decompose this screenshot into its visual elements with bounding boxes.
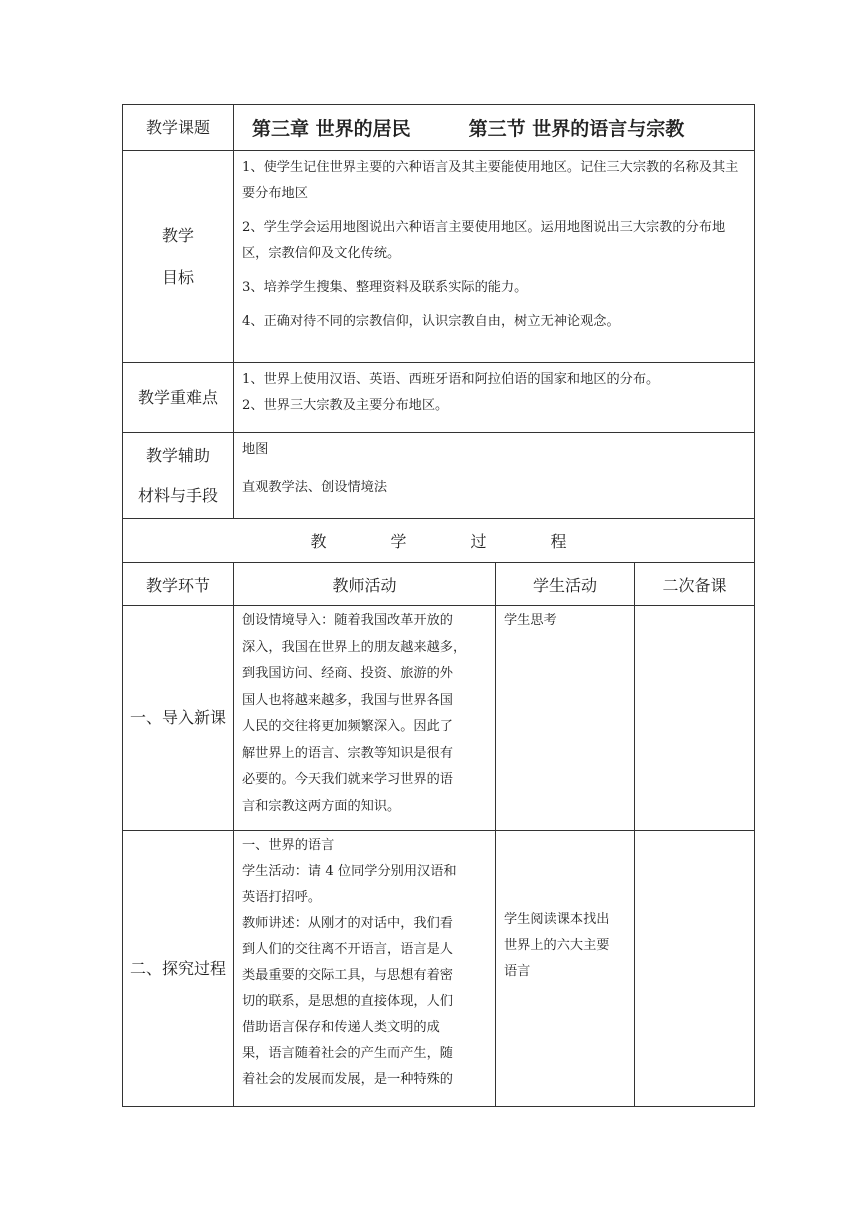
teacher-activity-cell: 创设情境导入：随着我国改革开放的 深入，我国在世界上的朋友越来越多， 到我国访问、经商、投资、旅游的外 国人也将越来越多，我国与世界各国 人民的交往将更加频繁深入。因此了 解世界上的语言、宗教等知识是很有 必要的。今天我们就来学习世界的语 言和宗教这两方面的知识。 — [234, 606, 496, 831]
section-title: 第三节 世界的语言与宗教 — [468, 118, 685, 140]
objective-item: 3、培养学生搜集、整理资料及联系实际的能力。 — [242, 280, 528, 295]
key-points-row — [123, 363, 755, 433]
topic-title — [234, 105, 755, 151]
topic-label: 教学课题 — [123, 105, 234, 151]
objectives-content — [234, 151, 755, 363]
key-points-content — [234, 363, 755, 433]
objectives-row — [123, 151, 755, 363]
materials-row — [123, 433, 755, 519]
objective-item: 4、正确对待不同的宗教信仰，认识宗教自由，树立无神论观念。 — [242, 314, 620, 329]
col-student-header: 学生活动 — [496, 563, 635, 606]
objective-item: 2、学生学会运用地图说出六种语言主要使用地区。运用地图说出三大宗教的分布地区，宗教信仰及文化传统。 — [242, 220, 726, 261]
stage-cell: 二、探究过程 — [123, 831, 234, 1107]
objectives-label: 教学 目标 — [123, 151, 234, 363]
process-banner-row — [123, 519, 755, 563]
key-point-item: 2、世界三大宗教及主要分布地区。 — [242, 398, 449, 413]
materials-label: 教学辅助 材料与手段 — [123, 433, 234, 519]
table-row — [123, 606, 755, 831]
process-banner: 教 学 过 程 — [123, 519, 755, 563]
teacher-activity-cell: 一、世界的语言 学生活动：请 4 位同学分别用汉语和 英语打招呼。 教师讲述：从刚才的对话中，我们看 到人们的交往离不开语言，语言是人 类最重要的交际工具，与思想有着密 切的联系，是思想的直接体现，人们 借助语言保存和传递人类文明的成 果，语言随着社会的产生而产生，随 着社会的发展而发展，是一种特殊的 — [234, 831, 496, 1107]
key-point-item: 1、世界上使用汉语、英语、西班牙语和阿拉伯语的国家和地区的分布。 — [242, 372, 660, 387]
key-points-label: 教学重难点 — [123, 363, 234, 433]
col-stage-header: 教学环节 — [123, 563, 234, 606]
student-activity-cell: 学生阅读课本找出 世界上的六大主要 语言 — [496, 831, 635, 1107]
objective-item: 1、使学生记住世界主要的六种语言及其主要能使用地区。记住三大宗教的名称及其主要分布地区 — [242, 160, 739, 201]
notes-cell — [635, 606, 755, 831]
column-header-row — [123, 563, 755, 606]
col-teacher-header: 教师活动 — [234, 563, 496, 606]
materials-item: 地图 — [242, 442, 269, 457]
chapter-title: 第三章 世界的居民 — [252, 118, 411, 140]
topic-row — [123, 105, 755, 151]
table-row — [123, 831, 755, 1107]
materials-content — [234, 433, 755, 519]
student-activity-cell: 学生思考 — [496, 606, 635, 831]
stage-cell: 一、导入新课 — [123, 606, 234, 831]
materials-item: 直观教学法、创设情境法 — [242, 480, 388, 495]
notes-cell — [635, 831, 755, 1107]
lesson-plan-table — [122, 104, 754, 1105]
col-notes-header: 二次备课 — [635, 563, 755, 606]
